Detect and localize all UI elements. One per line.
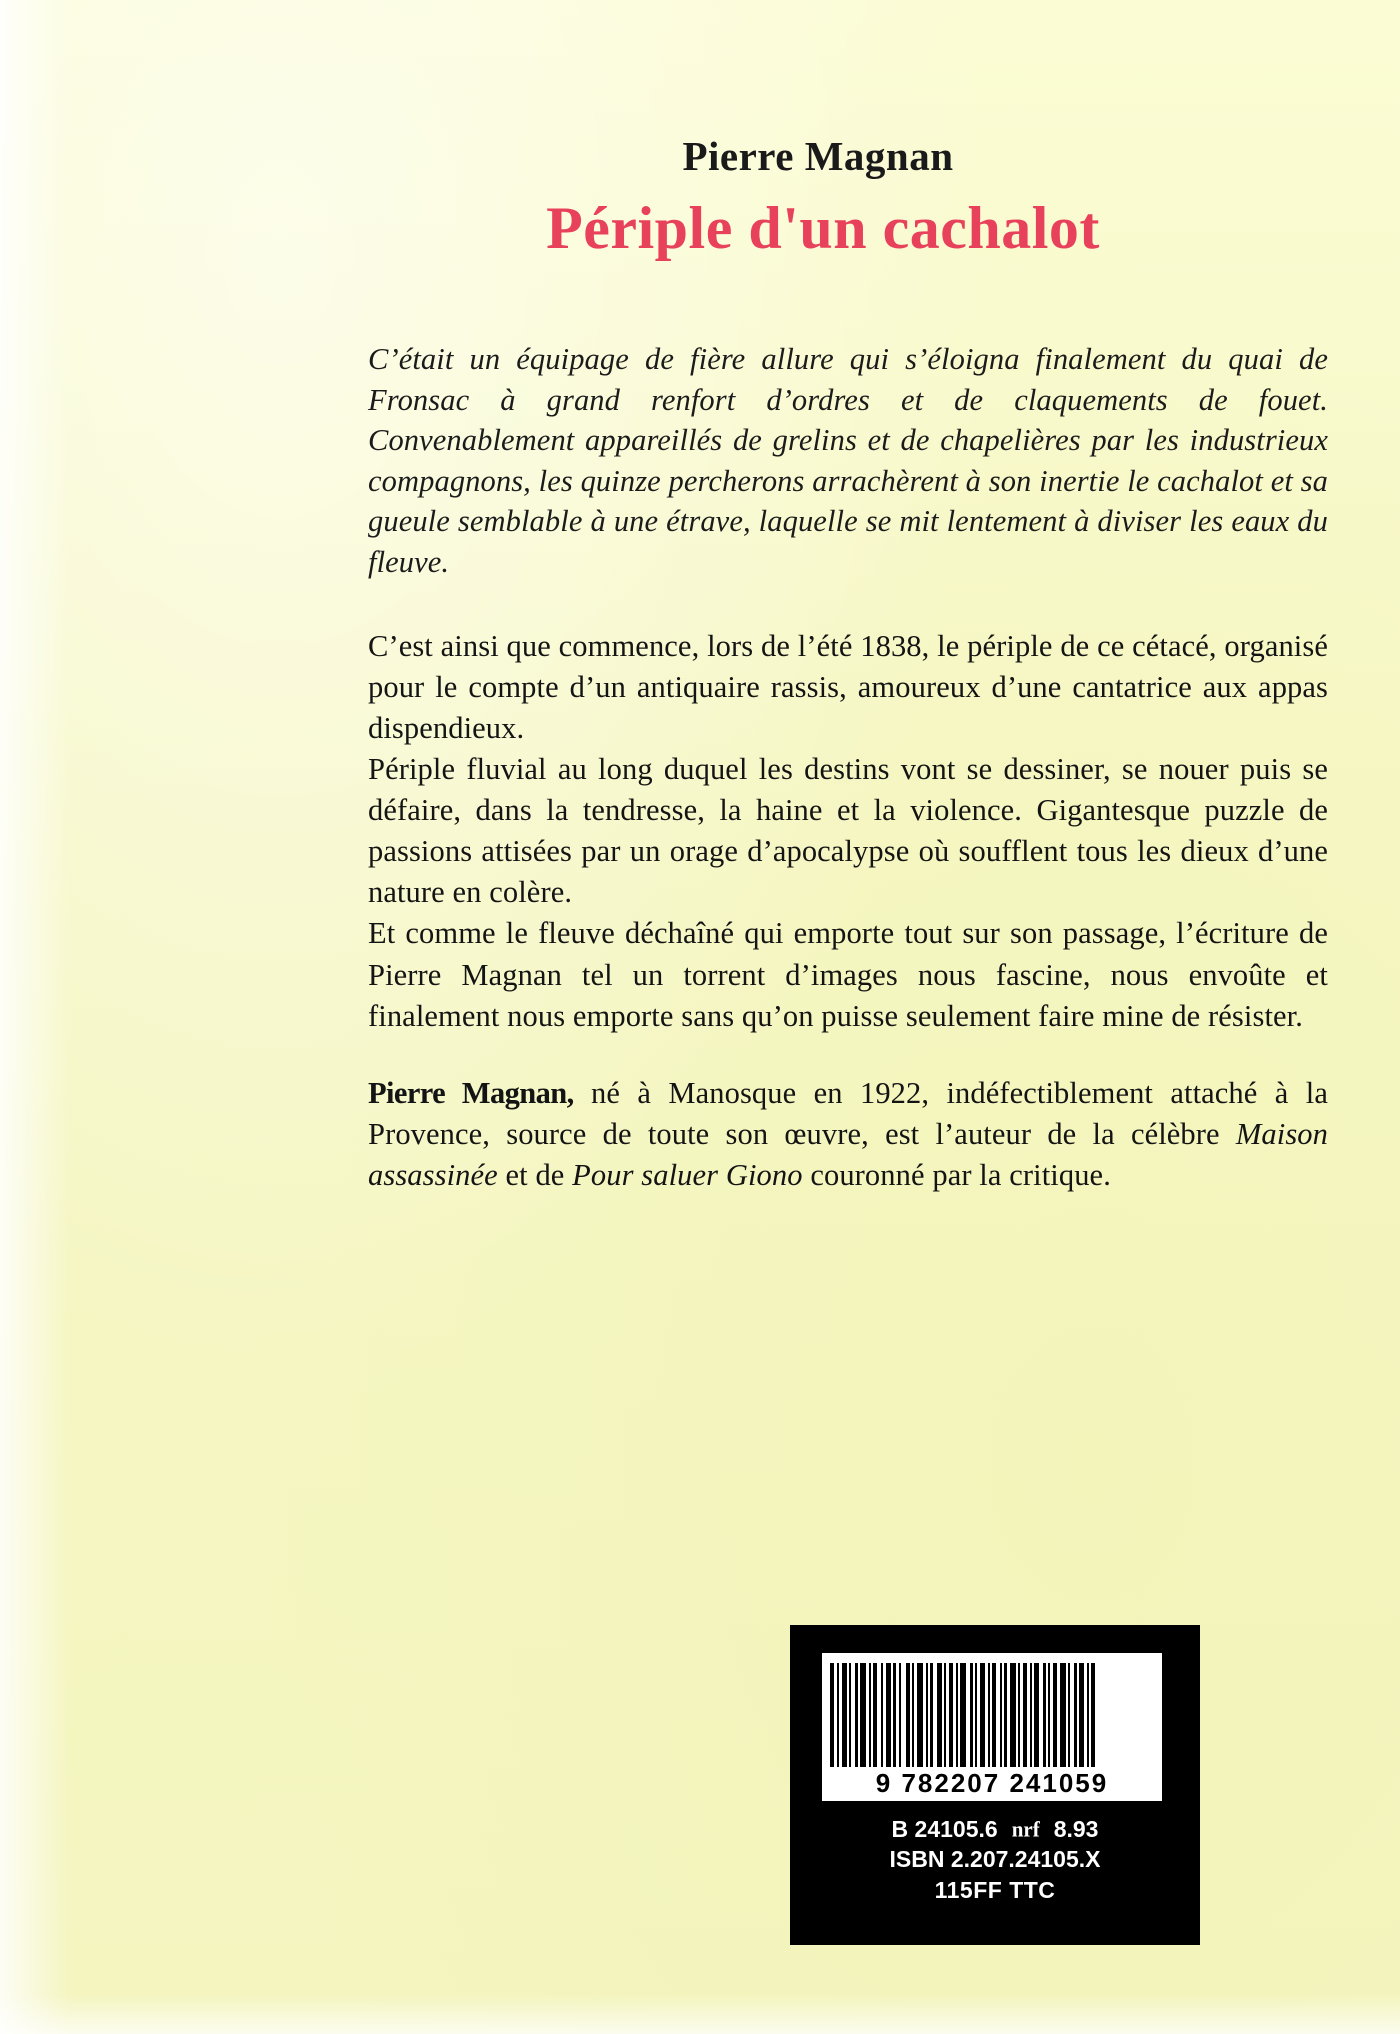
barcode-area [822, 1653, 1162, 1801]
barcode-block [790, 1625, 1200, 1945]
author-name-heading: Pierre Magnan [682, 133, 954, 179]
barcode-digits: 9 782207 241059 [830, 1768, 1154, 1799]
barcode-metadata [790, 1815, 1200, 1905]
barcode-bars-icon [830, 1663, 1154, 1767]
author-bio-work-2: Pour saluer Giono [572, 1157, 803, 1192]
blurb-paragraph-2: Périple fluvial au long duquel les destins vont se dessiner, se nouer puis se défaire, dans la tendresse, la haine et la violence. Gigantesque puzzle de passions attisées par un orage d’apocalypse où soufflent tous les dieux d’une nature en colère. [368, 752, 1328, 910]
barcode-date-code: 8.93 [1053, 1816, 1099, 1842]
price-text: 115FF TTC [934, 1876, 1056, 1903]
author-bio-text-3: couronné par la critique. [802, 1157, 1111, 1192]
book-blurb [368, 626, 1328, 1036]
author-bio-text-2: et de [497, 1157, 573, 1192]
author-bio-work-1: Maison assassinée [368, 1116, 1328, 1192]
nrf-logo-icon: nrf [1011, 1816, 1040, 1842]
book-excerpt: C’était un équipage de fière allure qui s’éloigna finalement du quai de Fronsac à grand renfort d’ordres et de claquements de fouet. Convenablement appareillés de grelins et de chapelières par les industrieux compagnons, les quinze percherons arrachèrent à son inertie le cachalot et sa gueule semblable à une étrave, laquelle se mit lentement à diviser les eaux du fleuve. [368, 342, 1328, 579]
book-title: Périple d'un cachalot [546, 195, 1100, 261]
cover-text-block [368, 132, 1328, 1196]
barcode-reference: B 24105.6 [891, 1816, 998, 1842]
blurb-paragraph-1: C’est ainsi que commence, lors de l’été 1838, le périple de ce cétacé, organisé pour le compte d’un antiquaire rassis, amoureux d’une cantatrice aux appas dispendieux. [368, 629, 1328, 746]
author-bio-name: Pierre Magnan, [368, 1075, 574, 1110]
author-biography [368, 1073, 1328, 1196]
isbn-text: ISBN 2.207.24105.X [889, 1846, 1101, 1873]
blurb-paragraph-3: Et comme le fleuve déchaîné qui emporte tout sur son passage, l’écriture de Pierre Magnan tel un torrent d’images nous fascine, nous envoûte et finalement nous emporte sans qu’on puisse seulement faire mine de résister. [368, 916, 1328, 1033]
author-bio-text-1: né à Manosque en 1922, indéfectiblement attaché à la Provence, source de toute son œuvre, est l’auteur de la célèbre [368, 1075, 1328, 1151]
